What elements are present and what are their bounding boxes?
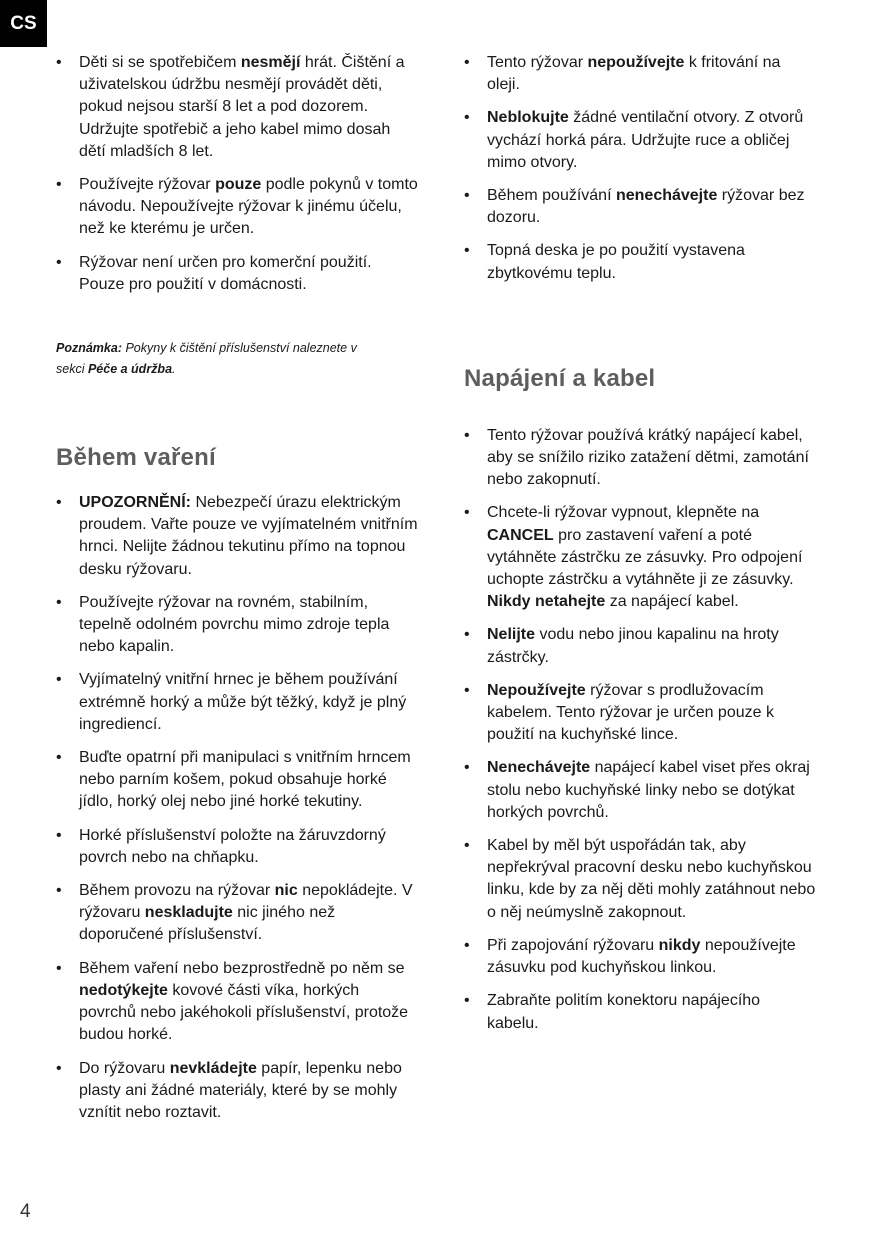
list-item: • Nepoužívejte rýžovar s prodlužovacím kabelem. Tento rýžovar je určen pouze k použití na kuchyňské lince. [464,680,816,747]
list-item: • Během vaření nebo bezprostředně po něm se nedotýkejte kovové části víka, horkých povrchů nebo jakéhokoli příslušenství, protože budou horké. [56,958,418,1047]
list-item: • Během provozu na rýžovar nic nepokládejte. V rýžovaru neskladujte nic jiného než doporučené příslušenství. [56,880,418,947]
list-item: • Během používání nenechávejte rýžovar bez dozoru. [464,185,816,229]
safety-list-top-right [464,52,816,285]
list-item: • Kabel by měl být uspořádán tak, aby nepřekrýval pracovní desku nebo kuchyňskou linku, kde by za něj děti mohly zatáhnout nebo o něj neúmyslně zakopnout. [464,835,816,924]
list-item: • Tento rýžovar používá krátký napájecí kabel, aby se snížilo riziko zatažení dětmi, zamotání nebo zakopnutí. [464,425,816,492]
list-item: • Zabraňte politím konektoru napájecího kabelu. [464,990,816,1034]
list-item: • Nenechávejte napájecí kabel viset přes okraj stolu nebo kuchyňské linky nebo se dotýkat horkých povrchů. [464,757,816,824]
page-number: 4 [20,1201,31,1222]
language-badge: CS [0,0,47,47]
list-item: • Rýžovar není určen pro komerční použití. Pouze pro použití v domácnosti. [56,252,418,296]
list-item: • Chcete-li rýžovar vypnout, klepněte na CANCEL pro zastavení vaření a poté vytáhněte zástrčku ze zásuvky. Pro odpojení uchopte zástrčku a vytáhněte ji ze zásuvky. Nikdy netahejte za napájecí kabel. [464,502,816,613]
list-item: • Tento rýžovar nepoužívejte k fritování na oleji. [464,52,816,96]
note-paragraph: Poznámka: Pokyny k čištění příslušenství naleznete v sekci Péče a údržba. [56,341,357,377]
left-column [56,52,418,1135]
list-item: • Horké příslušenství položte na žáruvzdorný povrch nebo na chňapku. [56,825,418,869]
list-item: • Nelijte vodu nebo jinou kapalinu na hroty zástrčky. [464,624,816,668]
list-item: • Děti si se spotřebičem nesmějí hrát. Čištění a uživatelskou údržbu nesmějí provádět děti, pokud nejsou starší 8 let a pod dozorem. Udržujte spotřebič a jeho kabel mimo dosah dětí mladších 8 let. [56,52,418,163]
section-title-power: Napájení a kabel [464,364,656,392]
list-item: • UPOZORNĚNÍ: Nebezpečí úrazu elektrickým proudem. Vařte pouze ve vyjímatelném vnitřním hrnci. Nelijte žádnou tekutinu přímo na topnou desku rýžovaru. [56,492,418,581]
list-item: • Používejte rýžovar na rovném, stabilním, tepelně odolném povrchu mimo zdroje tepla nebo kapalin. [56,592,418,659]
list-item: • Neblokujte žádné ventilační otvory. Z otvorů vychází horká pára. Udržujte ruce a obličej mimo otvory. [464,107,816,174]
list-item: • Používejte rýžovar pouze podle pokynů v tomto návodu. Nepoužívejte rýžovar k jinému účelu, než ke kterému je určen. [56,174,418,241]
list-item: • Při zapojování rýžovaru nikdy nepoužívejte zásuvku pod kuchyňskou linkou. [464,935,816,979]
list-item: • Buďte opatrní při manipulaci s vnitřním hrncem nebo parním košem, pokud obsahuje horké jídlo, horký olej nebo jiné horké tekutiny. [56,747,418,814]
safety-list-top-left [56,52,418,296]
safety-list-cooking [56,492,418,1124]
list-item: • Vyjímatelný vnitřní hrnec je během používání extrémně horký a může být těžký, když je plný ingrediencí. [56,669,418,736]
list-item: • Do rýžovaru nevkládejte papír, lepenku nebo plasty ani žádné materiály, které by se mohly vznítit nebo roztavit. [56,1058,418,1125]
right-column [464,52,816,1046]
list-item: • Topná deska je po použití vystavena zbytkovému teplu. [464,240,816,284]
safety-list-power [464,425,816,1035]
section-title-cooking: Během vaření [56,444,216,472]
